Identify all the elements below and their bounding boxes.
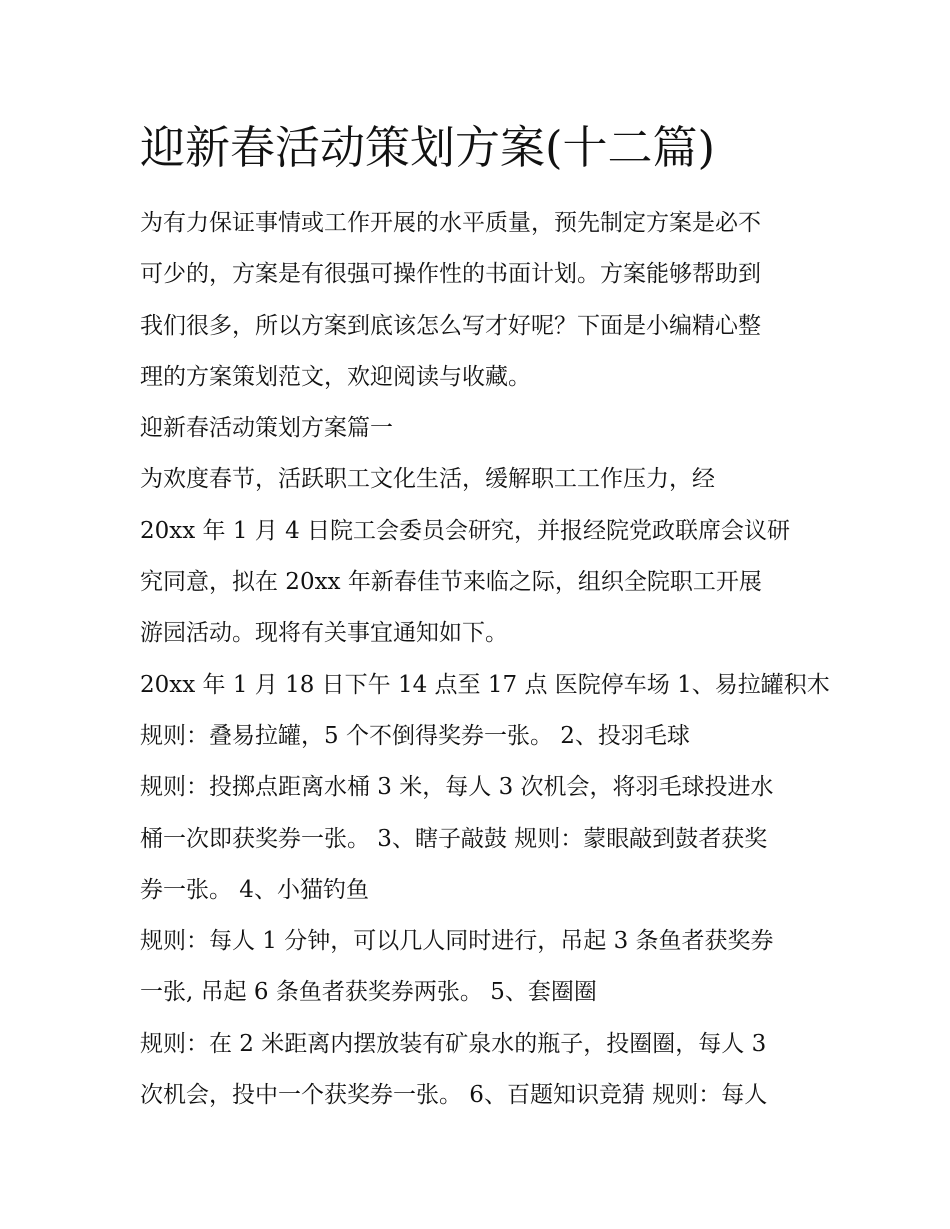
body-line: 次机会，投中一个获奖券一张。 6、百题知识竞猜 规则：每人 [140, 1082, 768, 1109]
body-line: 桶一次即获奖券一张。 3、瞎子敲鼓 规则：蒙眼敲到鼓者获奖 [140, 825, 768, 852]
body-line: 我们很多，所以方案到底该怎么写才好呢？下面是小编精心整 [140, 312, 761, 339]
body-line: 可少的，方案是有很强可操作性的书面计划。方案能够帮助到 [140, 261, 761, 288]
document-body [140, 198, 840, 1121]
section-heading: 迎新春活动策划方案篇一 [140, 415, 393, 442]
body-line: 券一张。 4、小猫钓鱼 [140, 876, 369, 903]
body-line: 规则：叠易拉罐，5 个不倒得奖券一张。 2、投羽毛球 [140, 722, 690, 749]
body-line: 究同意，拟在 20xx 年新春佳节来临之际，组织全院职工开展 [140, 569, 762, 596]
body-line: 理的方案策划范文，欢迎阅读与收藏。 [140, 363, 531, 390]
document-title: 迎新春活动策划方案(十二篇) [140, 121, 716, 174]
body-line: 规则：在 2 米距离内摆放装有矿泉水的瓶子，投圈圈，每人 3 [140, 1030, 767, 1057]
body-line: 一张, 吊起 6 条鱼者获奖券两张。 5、套圈圈 [140, 979, 597, 1006]
body-line: 规则：投掷点距离水桶 3 米，每人 3 次机会，将羽毛球投进水 [140, 774, 774, 801]
body-line: 为欢度春节，活跃职工文化生活，缓解职工工作压力，经 [140, 466, 715, 493]
body-line: 20xx 年 1 月 4 日院工会委员会研究，并报经院党政联席会议研 [140, 517, 791, 544]
body-line: 规则：每人 1 分钟，可以几人同时进行，吊起 3 条鱼者获奖券 [140, 928, 774, 955]
body-line: 20xx 年 1 月 18 日下午 14 点至 17 点 医院停车场 1、易拉罐积木 [140, 671, 830, 698]
body-line: 为有力保证事情或工作开展的水平质量，预先制定方案是必不 [140, 210, 761, 236]
body-line: 游园活动。现将有关事宜通知如下。 [140, 620, 508, 647]
